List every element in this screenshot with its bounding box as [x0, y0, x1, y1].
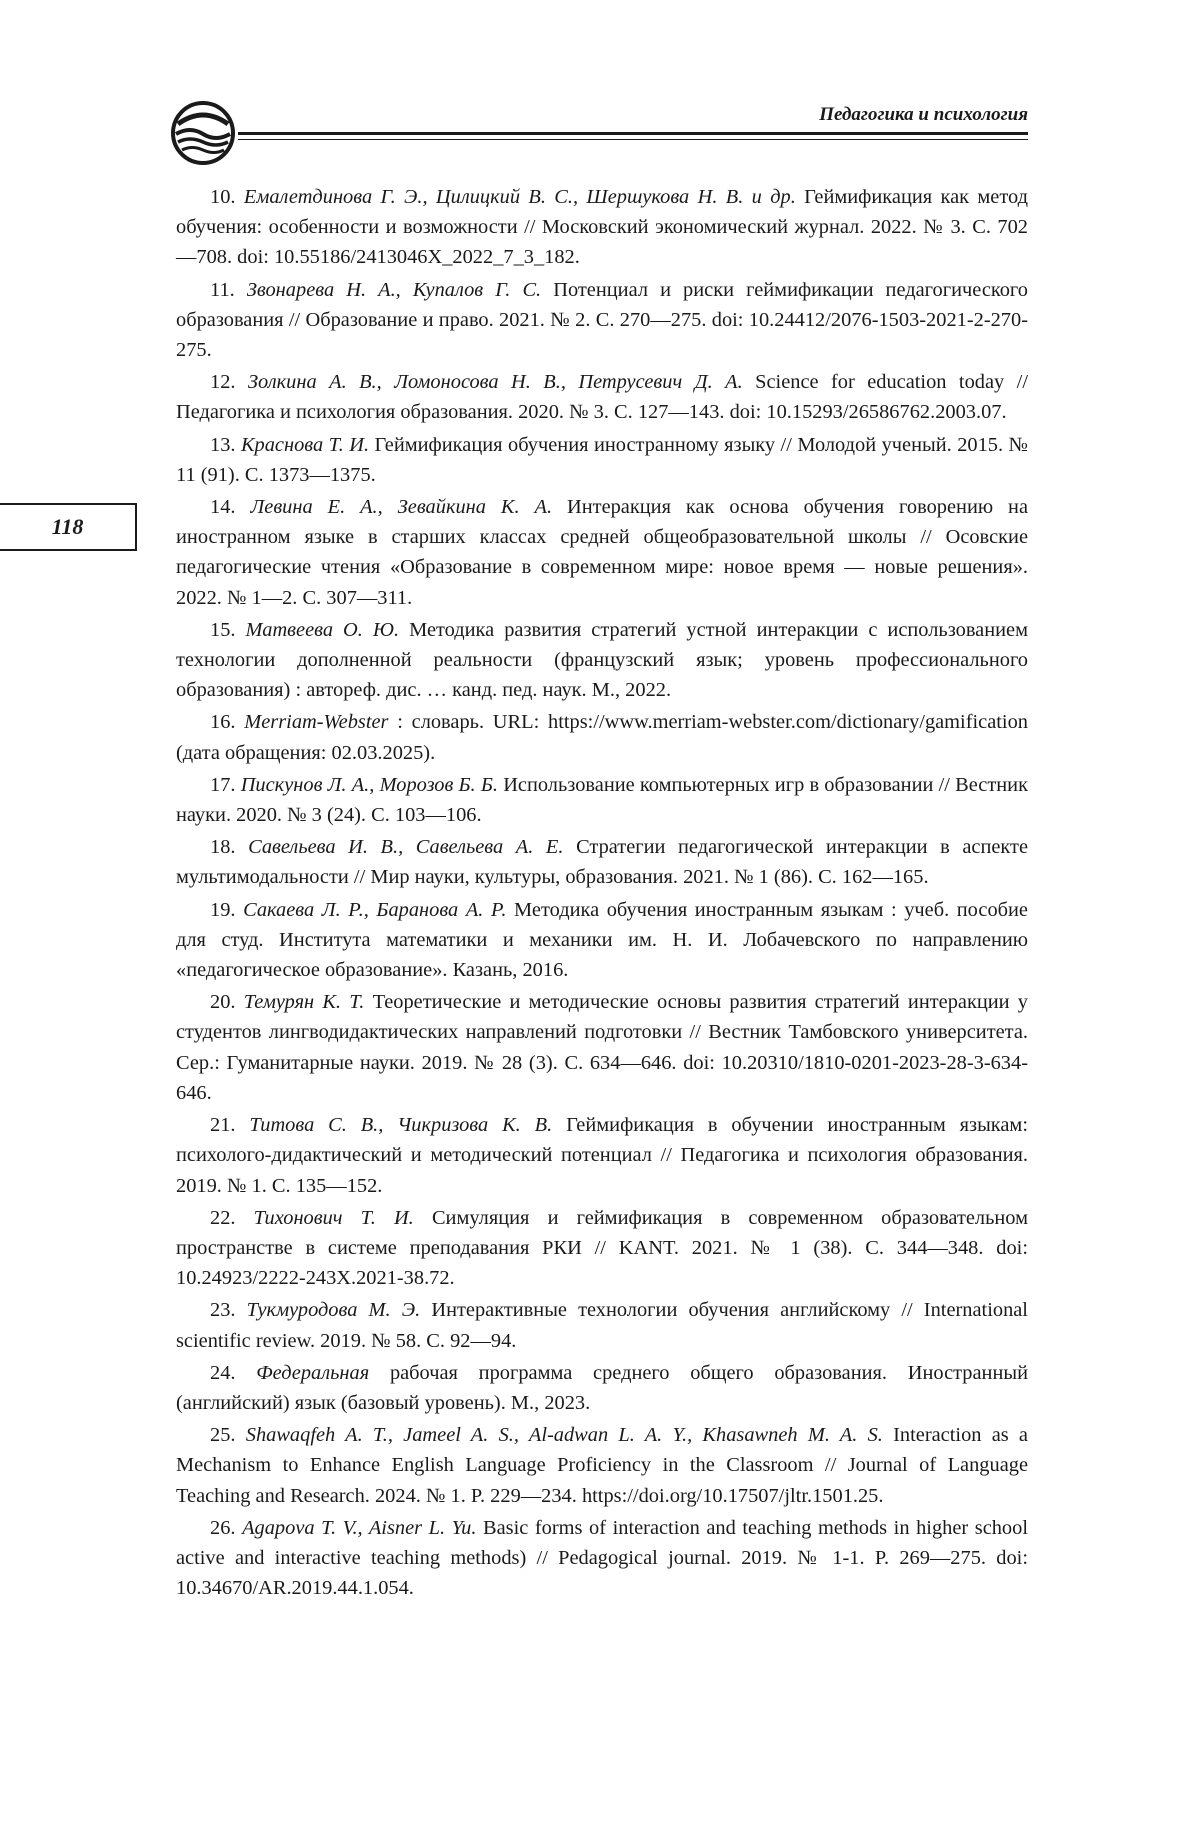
reference-number: 22.	[210, 1206, 236, 1229]
reference-item	[176, 1513, 1028, 1604]
reference-text: рабочая программа среднего общего образования. Иностранный (английский) язык (базовый уровень). М., 2023.	[176, 1361, 1028, 1414]
reference-item	[176, 275, 1028, 366]
reference-item	[176, 1358, 1028, 1418]
header-rule-thin	[238, 139, 1028, 140]
reference-number: 17.	[210, 773, 236, 796]
reference-text: Science for education today // Педагогика и психология образования. 2020. № 3. С. 127—143. doi: 10.15293/26586762.2003.07.	[176, 371, 1028, 424]
reference-item	[176, 1420, 1028, 1511]
running-title: Педагогика и психология	[819, 104, 1028, 125]
reference-authors: Матвеева О. Ю.	[245, 618, 400, 641]
reference-item	[176, 430, 1028, 490]
reference-authors: Титова С. В., Чикризова К. В.	[249, 1114, 553, 1137]
reference-text: Интерактивные технологии обучения английскому // International scientific review. 2019. № 58. С. 92—94.	[176, 1299, 1028, 1352]
reference-authors: Савельева И. В., Савельева А. Е.	[248, 836, 564, 859]
reference-text: Интеракция как основа обучения говорению на иностранном языке в старших классах средней общеобразовательной школы // Осовские педагогические чтения «Образование в современном мире: новое время — новые решения». 2022. № 1—2. С. 307—311.	[176, 496, 1028, 609]
reference-authors: Сакаева Л. Р., Баранова А. Р.	[243, 898, 507, 921]
reference-number: 23.	[210, 1299, 236, 1322]
reference-number: 16.	[210, 711, 236, 734]
reference-number: 10.	[210, 186, 236, 208]
reference-authors: Agapova T. V., Aisner L. Yu.	[242, 1516, 477, 1539]
reference-item	[176, 895, 1028, 986]
reference-item	[176, 770, 1028, 830]
reference-text: Геймификация как метод обучения: особенности и возможности // Московский экономический журнал. 2022. № 3. С. 702—708. doi: 10.55186/2413046Х_2022_7_3_182.	[176, 186, 1028, 269]
reference-item	[176, 1295, 1028, 1355]
reference-text: Методика развития стратегий устной интеракции с использованием технологии дополненной реальности (французский язык; уровень профессионального образования) : автореф. дис. … канд. пед. наук. М., 2022.	[176, 618, 1029, 702]
reference-text: Геймификация в обучении иностранным языкам: психолого-дидактический и методический потенциал // Педагогика и психология образования. 2019. № 1. С. 135—152.	[176, 1114, 1028, 1197]
reference-authors: Левина Е. А., Зевайкина К. А.	[250, 496, 553, 519]
reference-text: Interaction as a Mechanism to Enhance English Language Proficiency in the Classroom // Journal of Language Teaching and Research. 2024. № 1. P. 229—234. https://doi.org/10.17507/jltr.1501.25.	[176, 1424, 1028, 1507]
reference-number: 24.	[210, 1361, 236, 1384]
reference-authors: Федеральная	[256, 1361, 370, 1384]
reference-text: Использование компьютерных игр в образовании // Вестник науки. 2020. № 3 (24). С. 103—106.	[176, 773, 1028, 827]
reference-text: Стратегии педагогической интеракции в аспекте мультимодальности // Мир науки, культуры, образования. 2021. № 1 (86). С. 162—165.	[176, 836, 1029, 889]
reference-text: Геймификация обучения иностранному языку // Молодой ученый. 2015. № 11 (91). С. 1373—1375.	[176, 433, 1028, 486]
reference-authors: Краснова Т. И.	[240, 433, 370, 456]
reference-item	[176, 1110, 1028, 1201]
reference-authors: Merriam-Webster	[244, 711, 389, 734]
reference-authors: Золкина А. В., Ломоносова Н. В., Петрусевич Д. А.	[247, 371, 743, 394]
reference-text: Теоретические и методические основы развития стратегий интеракции у студентов лингводидактических направлений подготовки // Вестник Тамбовского университета. Сер.: Гуманитарные науки. 2019. № 28 (3). С. 634—646. doi: 10.20310/1810-0201-2023-28-3-634-646.	[176, 991, 1028, 1104]
reference-number: 19.	[210, 898, 236, 921]
reference-number: 26.	[210, 1516, 236, 1539]
reference-authors: Звонарева Н. А., Купалов Г. С.	[246, 278, 542, 301]
reference-item	[176, 707, 1028, 767]
reference-number: 20.	[210, 991, 236, 1014]
reference-authors: Пискунов Л. А., Морозов Б. Б.	[240, 773, 498, 796]
header-rule-thick	[238, 132, 1028, 135]
reference-item	[176, 615, 1028, 706]
reference-item	[176, 367, 1028, 427]
reference-authors: Тукмуродова М. Э.	[246, 1299, 421, 1322]
reference-authors: Емалетдинова Г. Э., Цилицкий В. С., Шершукова Н. В. и др.	[243, 186, 796, 208]
reference-authors: Shawaqfeh A. T., Jameel A. S., Al-adwan L. A. Y., Khasawneh M. A. S.	[245, 1424, 883, 1447]
reference-number: 15.	[210, 618, 236, 641]
journal-wave-logo-icon	[170, 100, 236, 166]
reference-authors: Тихонович Т. И.	[253, 1206, 414, 1229]
reference-text: Basic forms of interaction and teaching methods in higher school active and interactive teaching methods) // Pedagogical journal. 2019. № 1-1. P. 269—275. doi: 10.34670/AR.2019.44.1.054.	[176, 1516, 1028, 1600]
reference-number: 13.	[210, 433, 236, 456]
reference-number: 14.	[210, 496, 236, 519]
reference-item	[176, 987, 1028, 1108]
reference-item	[176, 832, 1028, 892]
reference-number: 25.	[210, 1424, 236, 1447]
reference-number: 11.	[210, 278, 235, 301]
reference-text: : словарь. URL: https://www.merriam-webster.com/dictionary/gamification (дата обращения: 02.03.2025).	[176, 711, 1028, 764]
reference-number: 12.	[210, 371, 236, 394]
reference-text: Потенциал и риски геймификации педагогического образования // Образование и право. 2021. № 2. С. 270—275. doi: 10.24412/2076-1503-2021-2-270-275.	[176, 278, 1028, 362]
reference-authors: Темурян К. Т.	[243, 991, 365, 1014]
reference-item	[176, 182, 1028, 273]
page-number: 118	[51, 514, 84, 539]
reference-list	[176, 182, 1028, 1605]
reference-number: 18.	[210, 836, 236, 859]
reference-item	[176, 1203, 1028, 1294]
reference-number: 21.	[210, 1114, 236, 1137]
reference-text: Методика обучения иностранным языкам : учеб. пособие для студ. Института математики и механики им. Н. И. Лобачевского по направлению «педагогическое образование». Казань, 2016.	[176, 898, 1028, 982]
reference-item	[176, 492, 1028, 613]
reference-text: Симуляция и геймификация в современном образовательном пространстве в системе преподавания РКИ // KANT. 2021. № 1 (38). С. 344—348. doi: 10.24923/2222-243X.2021-38.72.	[176, 1206, 1029, 1290]
page-number-tab	[0, 503, 137, 551]
